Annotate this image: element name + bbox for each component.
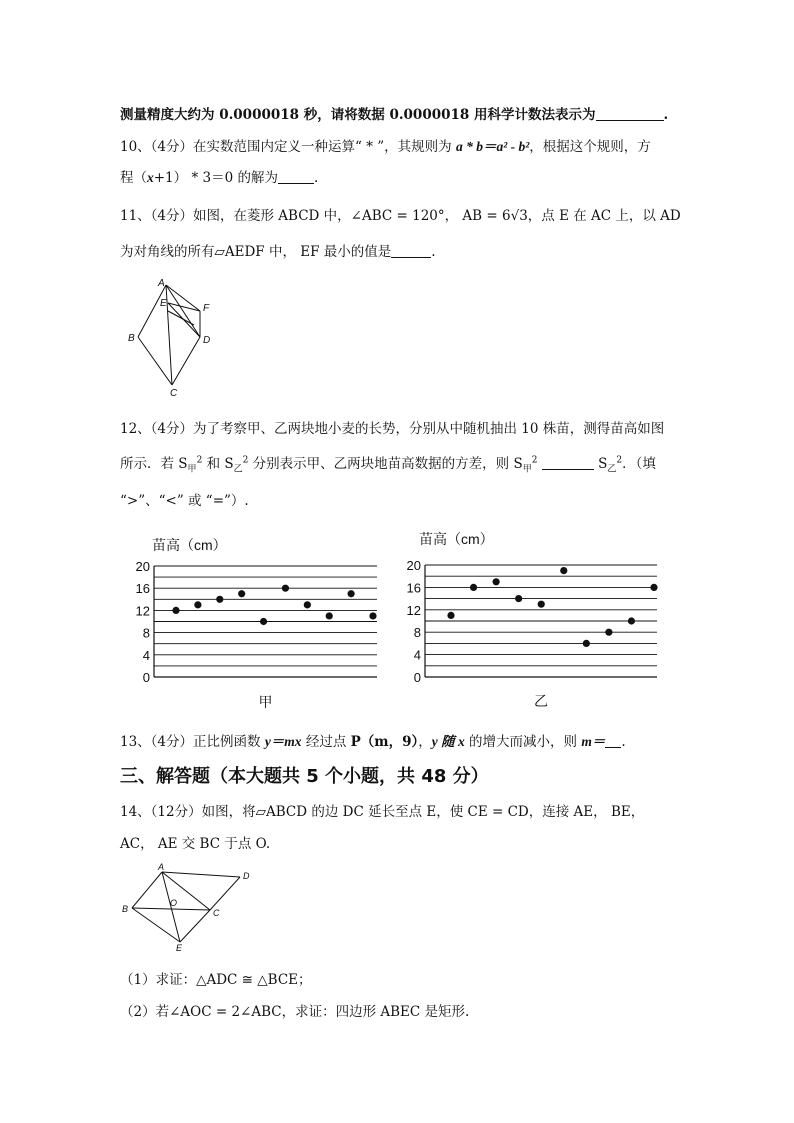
chart-yi-point [538,601,545,608]
q14-part2: （2）若∠AOC = 2∠ABC，求证：四边形 ABEC 是矩形. [120,1004,470,1020]
q12-line2: 所示．若 $S_甲^2$ 和 $S_乙^2$ 分别表示甲、乙两块地苗高数据的方差，则 $S_甲^2$ $S_乙^2$．（填 [120,455,656,475]
chart-jia-tick-label: 12 [135,603,150,619]
q10-line1 [120,135,651,155]
chart-jia-tick-label: 0 [142,670,150,685]
q14-label-d: D [243,871,250,881]
q12-text-e: ．（填 [622,456,656,472]
q14-seg-dc [210,877,240,910]
q11-end: . [431,244,436,260]
q14-parallelogram-figure [120,862,260,952]
q14-line2: AC， AE 交 BC 于点 O. [120,836,271,852]
q11-seg-ab [138,285,166,337]
q12-text-d: S [593,456,608,472]
chart-jia-point [326,612,333,619]
q14-label-b: B [122,904,129,914]
q10-suffix: ，根据这个规则，方 [529,139,651,155]
chart-jia-point [348,590,355,597]
q11-seg-ac [166,285,172,385]
chart-yi-point [493,578,500,585]
q11-seg-bc [138,337,172,385]
q12-sub-yi-2: 乙 [607,464,617,475]
chart-jia-tick-label: 4 [142,647,150,663]
q11-label-c: C [170,388,178,399]
chart-jia-point [216,596,223,603]
q14-label-o: O [170,898,178,908]
chart-jia-title: 苗高（cm） [152,537,227,553]
q9-line [120,103,668,123]
q14-label-c: C [213,908,220,918]
q13-answer-blank[interactable] [605,735,621,748]
q11-line2-text: 为对角线的所有▱AEDF 中， EF 最小的值是 [120,244,392,260]
q13-point: P（m，9） [350,734,419,750]
q10-line2 [120,166,318,186]
chart-yi-xlabel: 乙 [534,693,548,709]
q11-label-d: D [203,335,211,346]
chart-jia-tick-label: 16 [135,581,150,597]
q11-label-a: A [158,278,165,289]
chart-jia-point [260,618,267,625]
q12-sub-jia-2: 甲 [522,464,532,475]
chart-jia-point [194,601,201,608]
chart-yi [395,524,665,714]
q14-line1: 14、（12分）如图，将▱ABCD 的边 DC 延长至点 E，使 CE = CD，连接 AE， BE， [120,804,645,820]
q12-sub-yi-1: 乙 [233,464,243,475]
q9-text: 测量精度大约为 0.0000018 秒，请将数据 0.0000018 用科学计数法表示为 [120,107,596,123]
q10-answer-blank[interactable] [278,171,314,184]
chart-jia-point [304,601,311,608]
q11-answer-blank[interactable] [391,245,431,258]
chart-yi-tick-label: 8 [413,625,421,641]
q10-prefix: 10、（4分）在实数范围内定义一种运算“ * ”，其规则为 [120,139,456,155]
q11-line1: 11、（4分）如图，在菱形 ABCD 中，∠ABC = 120°， AB = 6√3，点 E 在 AC 上，以 AD [120,208,681,224]
q11-rhombus-figure [122,275,222,400]
chart-jia-point [238,590,245,597]
q10-var: x [147,170,154,185]
q12-line3: “>”、“<” 或 “=”）. [120,493,249,509]
chart-yi-point [650,584,657,591]
q13-yx: y 随 x [431,734,465,749]
q9-answer-blank[interactable] [596,108,664,121]
q11-seg-da [166,285,200,337]
q11-label-f: F [203,303,210,314]
chart-yi-tick-label: 20 [406,558,421,573]
chart-yi-point [560,567,567,574]
chart-jia-point [172,607,179,614]
chart-jia-point [282,585,289,592]
chart-jia-tick-label: 20 [135,559,150,574]
q13-text-b: 经过点 [301,734,351,750]
q10-end: . [313,170,319,186]
q12-text-c: 分别表示甲、乙两块地苗高数据的方差，则 S [248,456,523,472]
chart-jia-tick-label: 8 [142,625,150,641]
q11-label-b: B [128,333,135,344]
chart-yi-point [605,629,612,636]
q10-line2-a: 程（ [120,170,147,186]
q10-line2-b: +1） * 3＝0 的解为 [153,170,278,186]
chart-yi-tick-label: 0 [413,670,421,685]
chart-yi-point [628,617,635,624]
section3-heading: 三、解答题（本大题共 5 个小题，共 48 分） [120,766,489,787]
q14-seg-ce [180,910,210,942]
chart-jia-point [369,612,376,619]
chart-yi-tick-label: 16 [406,580,421,596]
chart-yi-title: 苗高（cm） [419,531,494,547]
q12-sub-jia-1: 甲 [187,464,197,475]
q13-expr: y＝mx [264,734,302,749]
q13-end: . [621,734,626,750]
q9-end: . [663,107,669,123]
chart-yi-tick-label: 4 [413,647,421,663]
q11-line2 [120,240,436,260]
q12-answer-blank[interactable] [542,457,594,470]
q13-line [120,730,626,750]
q14-label-a: A [158,862,165,872]
chart-yi-tick-label: 12 [406,602,421,618]
chart-jia-xlabel: 甲 [258,694,273,710]
q14-label-e: E [176,943,183,952]
q11-seg-cd [172,337,200,385]
chart-yi-point [447,612,454,619]
q13-text-a: 13、（4分）正比例函数 [120,734,265,750]
chart-yi-point [583,640,590,647]
q13-text-c: ， [418,734,432,750]
q14-seg-ad [162,872,240,877]
chart-jia [122,530,382,715]
q11-seg-e2 [168,311,194,325]
q13-text-d: 的增大而减小，则 [464,734,582,750]
q10-rule: a * b＝a² - b² [455,139,530,154]
chart-yi-point [515,595,522,602]
q11-label-e: E [160,298,167,309]
q14-part1: （1）求证：△ADC ≅ △BCE； [120,972,312,988]
q13-m: m＝ [581,734,606,749]
chart-yi-point [470,584,477,591]
q12-text-b: 和 S [202,456,234,472]
q14-seg-ab [132,872,162,908]
q12-line1: 12、（4分）为了考察甲、乙两块地小麦的长势，分别从中随机抽出 10 株苗，测得苗高如图 [120,421,665,437]
q12-text-a: 所示．若 S [120,456,188,472]
